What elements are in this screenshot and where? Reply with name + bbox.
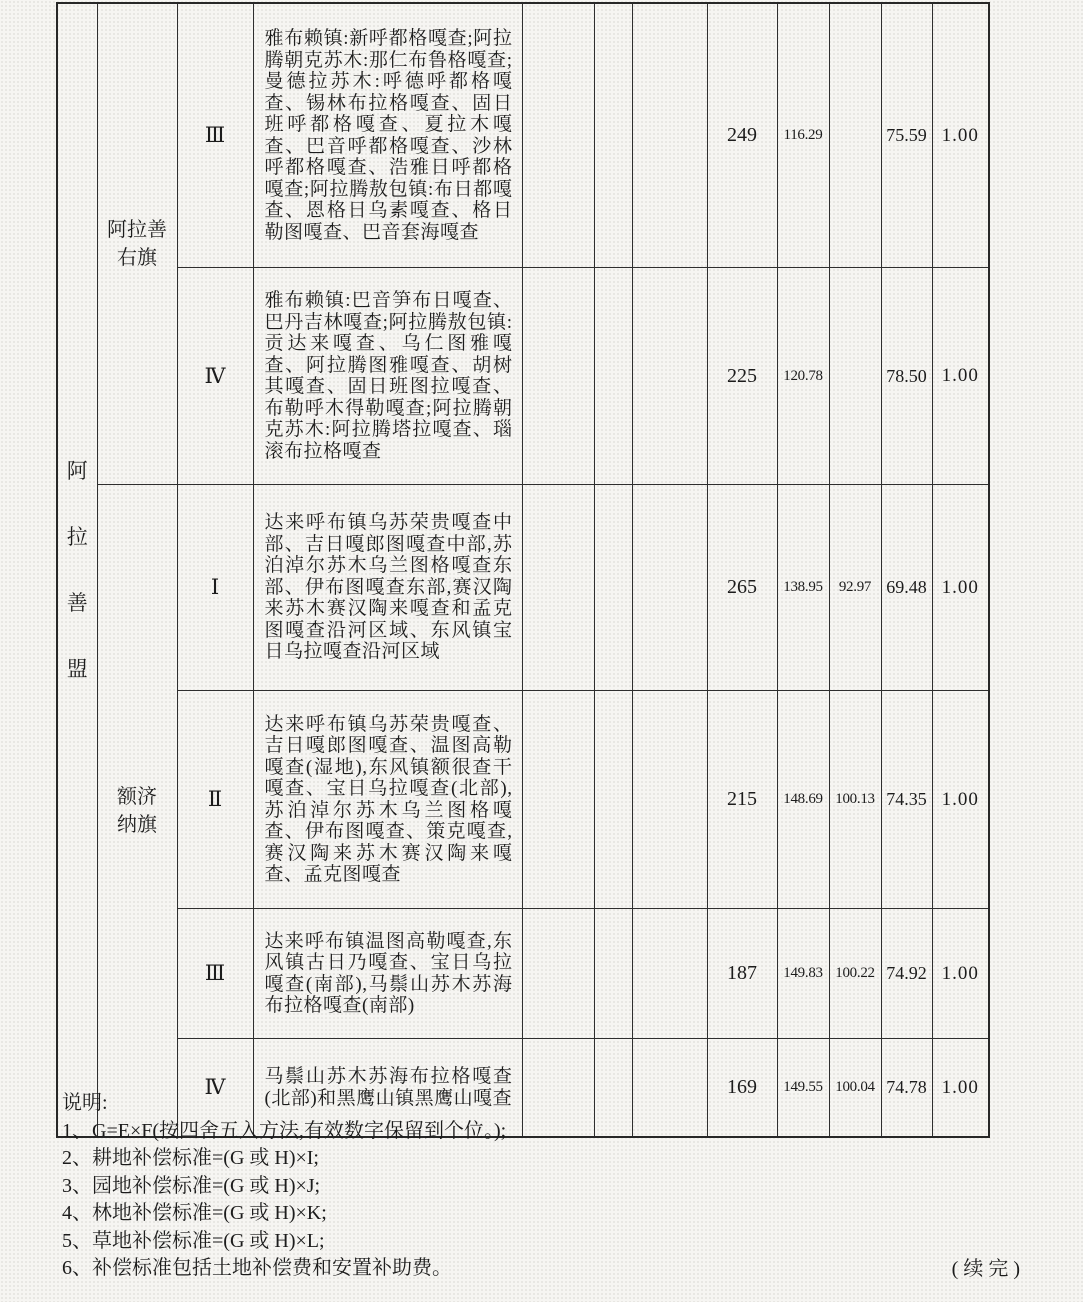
value-cell: 215 [707,691,777,909]
value-cell: 225 [707,268,777,485]
note-item: 3、园地补偿标准=(G 或 H)×J; [62,1174,321,1197]
value-cell-g: 74.35 [881,691,932,909]
scope-cell: 雅布赖镇:巴音笋布日嘎查、巴丹吉林嘎查;阿拉腾敖包镇:贡达来嘎查、乌仁图雅嘎查、阿拉腾图雅嘎查、胡树其嘎查、固日班图拉嘎查、布勒呼木得勒嘎查;阿拉腾朝克苏木:阿拉腾塔拉嘎查、瑙滚布拉格嘎查 [253,268,522,485]
empty-cell [594,691,632,909]
value-cell-f: 100.22 [829,909,881,1039]
value-cell-f: 92.97 [829,485,881,691]
value-cell-e: 120.78 [777,268,829,485]
value-cell-g: 74.78 [881,1039,932,1138]
empty-cell [632,268,707,485]
empty-cell [632,691,707,909]
scope-cell: 达来呼布镇乌苏荣贵嘎查中部、吉日嘎郎图嘎查中部,苏泊淖尔苏木乌兰图格嘎查东部、伊布图嘎查东部,赛汉陶来苏木赛汉陶来嘎查和孟克图嘎查沿河区域、东风镇宝日乌拉嘎查沿河区域 [253,485,522,691]
banner-cell-alashan-right [97,3,177,485]
table-row [57,3,989,268]
grade-cell: Ⅳ [177,268,253,485]
banner-line: 阿拉善 [107,219,167,241]
value-cell-g: 69.48 [881,485,932,691]
value-cell-g: 74.92 [881,909,932,1039]
value-cell: 169 [707,1039,777,1138]
value-cell-f: 100.04 [829,1039,881,1138]
grade-cell: Ⅲ [177,3,253,268]
empty-cell [522,691,594,909]
value-cell-h: 1.00 [932,268,989,485]
empty-cell [594,909,632,1039]
value-cell: 187 [707,909,777,1039]
grade-cell: Ⅰ [177,485,253,691]
empty-cell [632,3,707,268]
banner-cell-ejina [97,485,177,1138]
scope-cell: 达来呼布镇温图高勒嘎查,东风镇古日乃嘎查、宝日乌拉嘎查(南部),马鬃山苏木苏海布拉格嘎查(南部) [253,909,522,1039]
value-cell-e: 149.83 [777,909,829,1039]
value-cell-h: 1.00 [932,1039,989,1138]
note-item: 6、补偿标准包括土地补偿费和安置补助费。 [62,1257,452,1279]
note-item: 1、G=E×F(按四舍五入方法,有效数字保留到个位。); [62,1119,507,1142]
grade-cell: Ⅱ [177,691,253,909]
empty-cell [632,909,707,1039]
banner-line: 右旗 [117,247,157,269]
value-cell-e: 149.55 [777,1039,829,1138]
notes-section [62,1090,992,1283]
value-cell: 265 [707,485,777,691]
value-cell-h: 1.00 [932,485,989,691]
league-char: 善 [66,590,88,615]
empty-cell [594,485,632,691]
value-cell-e: 148.69 [777,691,829,909]
empty-cell [632,485,707,691]
banner-line: 额济 [117,785,157,808]
note-item: 5、草地补偿标准=(G 或 H)×L; [62,1229,325,1252]
banner-line: 纳旗 [117,813,157,836]
scope-cell: 马鬃山苏木苏海布拉格嘎查(北部)和黑鹰山镇黑鹰山嘎查 [253,1039,522,1138]
table-row [57,485,989,691]
league-char: 盟 [66,656,88,681]
empty-cell [522,268,594,485]
empty-cell [522,485,594,691]
value-cell-g: 75.59 [881,3,932,268]
league-char: 阿 [66,458,88,483]
compensation-table-wrap [56,2,990,1138]
scope-cell: 达来呼布镇乌苏荣贵嘎查、吉日嘎郎图嘎查、温图高勒嘎查(湿地),东风镇额很查干嘎查、宝日乌拉嘎查(北部),苏泊淖尔苏木乌兰图格嘎查、伊布图嘎查、策克嘎查,赛汉陶来苏木赛汉陶来嘎查、孟克图嘎查 [253,691,522,909]
notes-title: 说明: [62,1092,108,1114]
note-item: 2、耕地补偿标准=(G 或 H)×I; [62,1147,319,1169]
value-cell-e: 116.29 [777,3,829,268]
scope-cell: 雅布赖镇:新呼都格嘎查;阿拉腾朝克苏木:那仁布鲁格嘎查;曼德拉苏木:呼德呼都格嘎查、锡林布拉格嘎查、固日班呼都格嘎查、夏拉木嘎查、巴音呼都格嘎查、沙林呼都格嘎查、浩雅日呼都格嘎查;阿拉腾敖包镇:布日都嘎查、恩格日乌素嘎查、格日勒图嘎查、巴音套海嘎查 [253,3,522,268]
note-item: 4、林地补偿标准=(G 或 H)×K; [62,1202,327,1224]
table-row [57,268,989,485]
empty-cell [594,268,632,485]
compensation-standard-table [56,2,990,1138]
table-row [57,909,989,1039]
empty-cell [522,3,594,268]
value-cell-g: 78.50 [881,268,932,485]
empty-cell [522,909,594,1039]
value-cell-e: 138.95 [777,485,829,691]
value-cell-f [829,3,881,268]
value-cell-h: 1.00 [932,3,989,268]
continuation-note: (续完) [951,1258,1025,1280]
value-cell-f [829,268,881,485]
grade-cell: Ⅳ [177,1039,253,1138]
league-char: 拉 [66,524,88,549]
value-cell-f: 100.13 [829,691,881,909]
value-cell: 249 [707,3,777,268]
table-row [57,691,989,909]
league-cell-alashan-meng [57,3,97,1137]
grade-cell: Ⅲ [177,909,253,1039]
value-cell-h: 1.00 [932,691,989,909]
value-cell-h: 1.00 [932,909,989,1039]
empty-cell [594,3,632,268]
